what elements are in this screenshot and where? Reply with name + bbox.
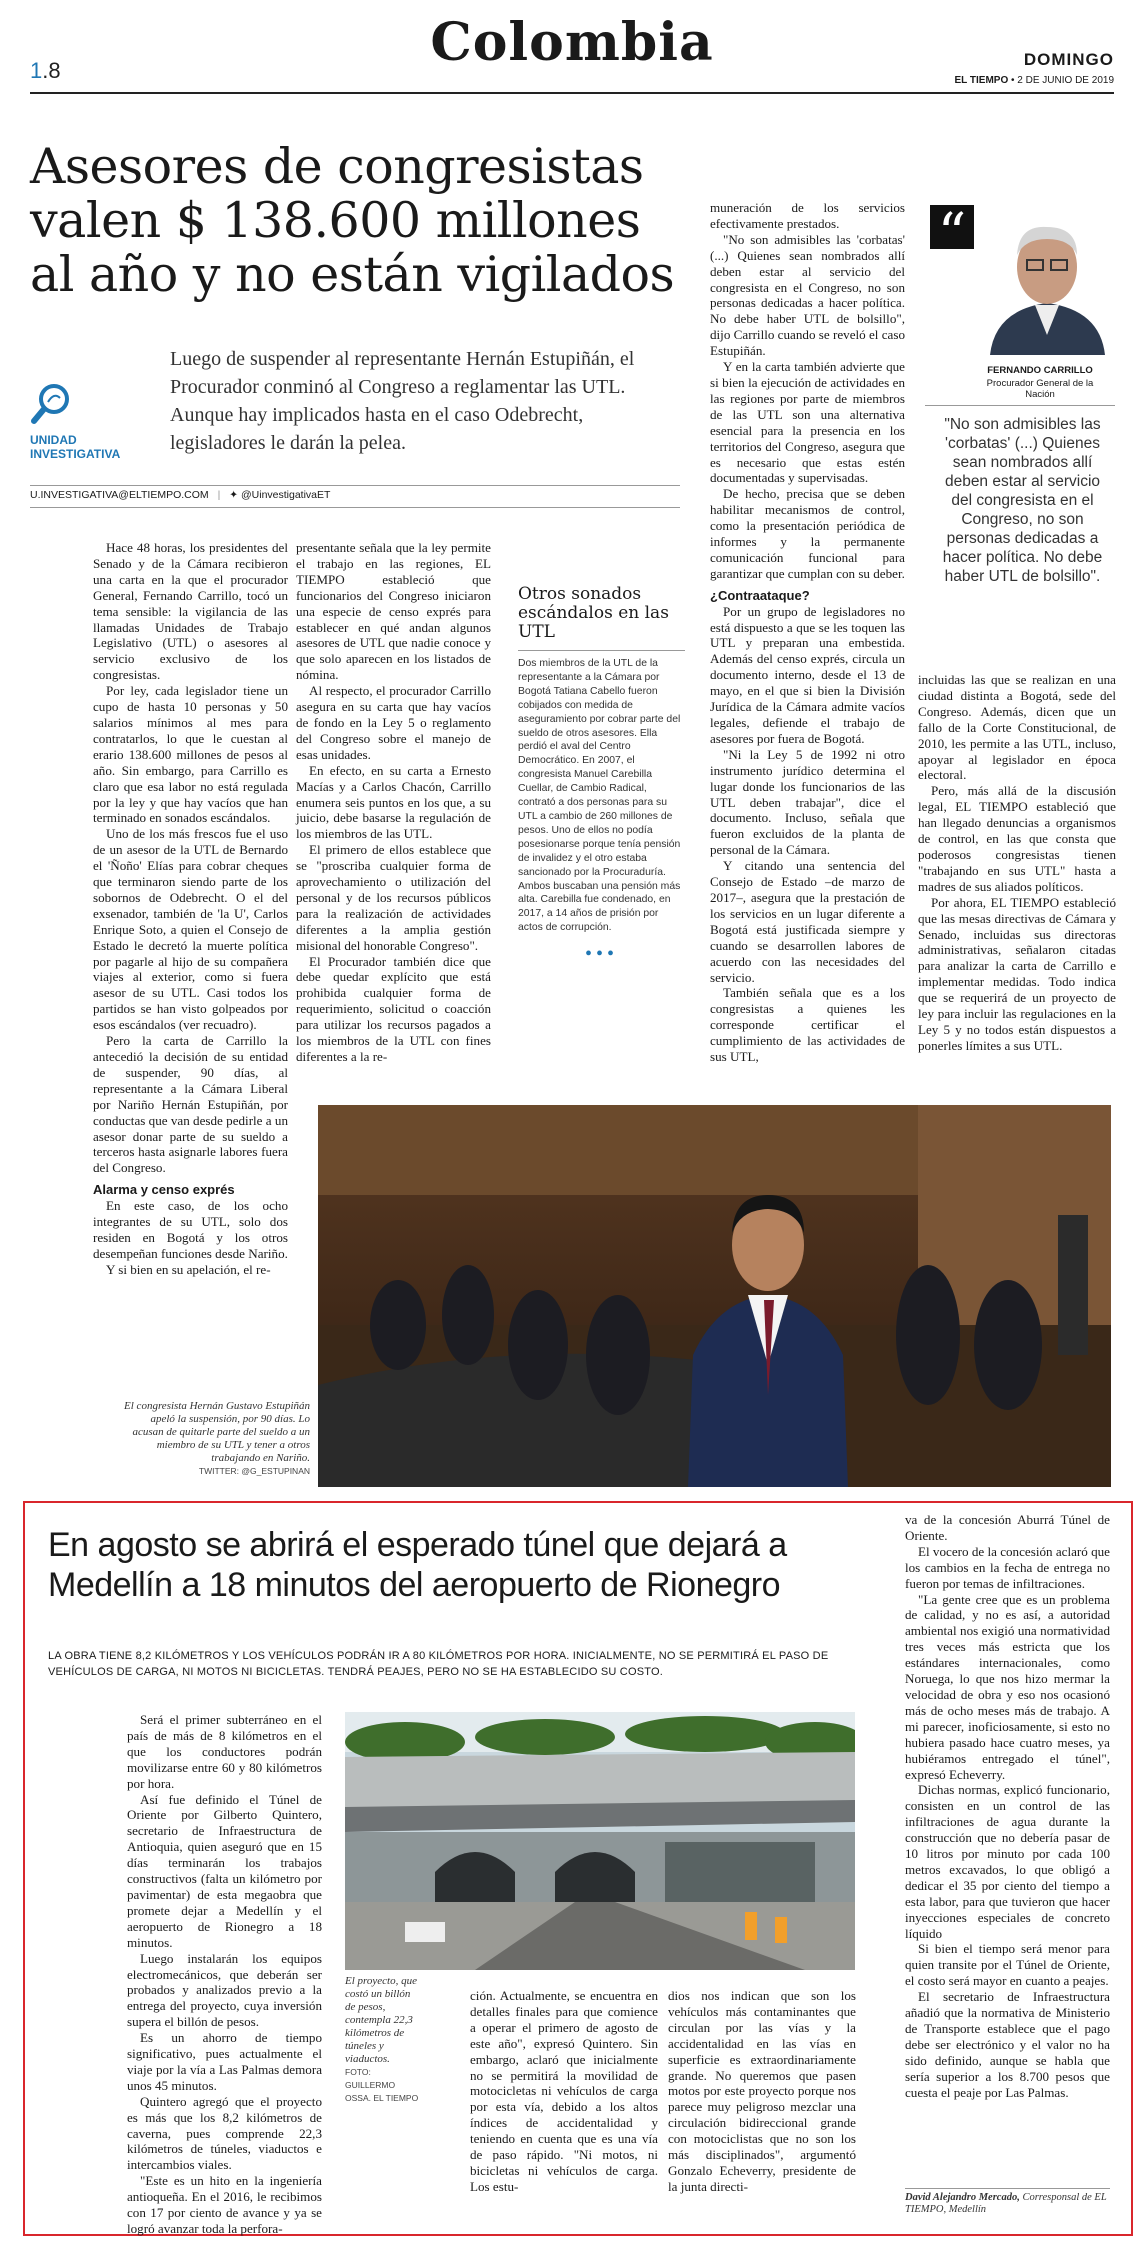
header-date-line: EL TIEMPO • 2 DE JUNIO DE 2019 [954, 75, 1114, 86]
paragraph: Hace 48 horas, los presidentes del Senado y de la Cámara recibieron una carta en la que el procurador General, Fernando Carrillo, tocó un tema sensible: la vigilancia de las llamadas Unidades de Trabajo Legislativo (UTL) o asesores al servicio exclusivo de los congresistas. [93, 540, 288, 683]
quote-role: Procurador General de la Nación [986, 378, 1094, 400]
paragraph: Es un ahorro de tiempo significativo, pues actualmente el viaje por la vía a Las Palmas demora unos 45 minutos. [127, 2030, 322, 2093]
byline-rule [905, 2188, 1110, 2189]
article2-headline: En agosto se abrirá el esperado túnel que dejará a Medellín a 18 minutos del aeropuerto de Rionegro [48, 1526, 787, 1604]
paragraph: "Este es un hito en la ingeniería antioqueña. En el 2016, le recibimos con 17 por ciento de avance y ya se logró avanzar toda la perfora- [127, 2173, 322, 2236]
congress-photo-caption: El congresista Hernán Gustavo Estupiñán apeló la suspensión, por 90 días. Lo acusan de quitarle parte del sueldo a un miembro de su UTL y tener a otros trabajando en Nariño. TWITTER: @G_ESTUPINAN [124, 1400, 310, 1476]
paragraph: va de la concesión Aburrá Túnel de Oriente. [905, 1512, 1110, 1543]
paragraph: "No son admisibles las 'corbatas' (...) Quienes sean nombrados allí deben estar al servicio del congresista en el Congreso, no son personas dedicadas a hacer política. No debe haber UTL de bolsillo", dijo Carrillo cuando se reveló el caso Estupiñán. [710, 231, 905, 359]
quote-rule [925, 405, 1115, 406]
paragraph: En este caso, de los ocho integrantes de su UTL, solo dos residen en Bogotá y los otros desempeñan funciones desde Nariño. [93, 1198, 288, 1261]
paragraph: Por ahora, EL TIEMPO estableció que las mesas directivas de Cámara y Senado, incluidas sus directoras administrativas, señalaron citadas para analizar la carta de Carrillo e implementar medidas. Todo indica que se requerirá de un proyecto de ley para incluir las regulaciones en la Ley 5 y no todos están dispuestos a ponerles límites a sus UTL. [918, 894, 1116, 1053]
paragraph: Así fue definido el Túnel de Oriente por Gilberto Quintero, secretario de Infraestructura de Antioquia, quien aseguró que en 15 días terminarán los trabajos constructivos (falta un kilómetro por pavimentar) de esta megaobra que promete dejar a Medellín y el aeropuerto de Rionegro a 18 minutos. [127, 1791, 322, 1950]
quote-name: FERNANDO CARRILLO [987, 365, 1093, 376]
paragraph: Luego instalarán los equipos electromecánicos, que deberán ser probados y analizados previo a la entrega del proyecto, cuya inversión supera el billón de pesos. [127, 1950, 322, 2030]
paragraph: muneración de los servicios efectivamente prestados. [710, 200, 905, 231]
unit-label: UNIDAD INVESTIGATIVA [30, 433, 121, 461]
paragraph: Si bien el tiempo será menor para quien transite por el Túnel de Oriente, el costo será mayor en cuanto a peajes. [905, 1941, 1110, 1989]
article1-rule [30, 507, 680, 508]
article2-lead: LA OBRA TIENE 8,2 KILÓMETROS Y LOS VEHÍCULOS PODRÁN IR A 80 KILÓMETROS POR HORA. INICIALMENTE, NO SE PERMITIRÁ EL PASO DE VEHÍCULOS DE CARGA, NI MOTOS NI BICICLETAS. TENDRÁ PEAJES, PERO NO SE HA ESTABLECIDO SU COSTO. [48, 1650, 829, 1678]
tunnel-photo [345, 1712, 855, 1970]
paragraph: Uno de los más frescos fue el uso de un asesor de la UTL de Bernardo el 'Ñoño' Elías para cobrar cheques que terminaron siendo parte de los sobornos de Odebrecht. O el del exsenador, también de 'la U', Carlos Enrique Soto, a quien el Consejo de Estado le decretó la muerte política por pagarle al hijo de su compañera viajes al exterior, como si fuera asesor de su UTL. Casi todos los partidos se han visto golpeados por esos escándalos (ver recuadro). [93, 826, 288, 1033]
paragraph: ción. Actualmente, se encuentra en detalles finales para que comience a operar el primero de agosto de este año", expresó Quintero. Sin embargo, aclaró que inicialmente no se permitirá la movilidad de motocicletas ni vehículos de carga por esta vía, debido a los altos índices de accidentalidad y teniendo en cuenta que es una vía de paso rápido. "Ni motos, ni bicicletas ni vehículos de carga. Los estu- [470, 1988, 658, 2194]
paragraph: Pero la carta de Carrillo la antecedió la decisión de su entidad de suspender, 90 días, al representante a la Cámara Liberal por Nariño Hernán Estupiñán, por conductas que van desde pedirle a un asesor donar parte de su sueldo a terceros hasta asignarle labores fuera del Congreso. [93, 1033, 288, 1176]
paragraph: El Procurador también dice que debe quedar explícito que está prohibida cualquier forma de requerimiento, solicitud o coacción para utilizar los recursos pagados a los miembros de la UTL con fines diferentes a la re- [296, 953, 491, 1064]
header-day: DOMINGO [1023, 50, 1114, 69]
subhead: Alarma y censo exprés [93, 1182, 235, 1198]
congress-photo [318, 1105, 1111, 1487]
paragraph: El vocero de la concesión aclaró que los cambios en la fecha de entrega no fueron por temas de infiltraciones. [905, 1543, 1110, 1591]
article2-column-3 [668, 1988, 856, 2195]
sidebar-rule [518, 650, 685, 651]
section-title: Colombia [430, 12, 714, 73]
paragraph: Y si bien en su apelación, el re- [106, 1261, 271, 1277]
header-rule [30, 92, 1114, 94]
paragraph: Será el primer subterráneo en el país de más de 8 kilómetros en el que los conductores podrán movilizarse entre 60 y 80 kilómetros por hora. [127, 1712, 322, 1791]
article2-column-1 [127, 1712, 322, 2237]
investigative-unit-logo [30, 380, 150, 461]
article1-column-5 [918, 672, 1116, 1054]
quote-mark-icon: “ [930, 205, 974, 249]
email-link[interactable]: U.INVESTIGATIVA@ELTIEMPO.COM [30, 489, 209, 501]
page-number: 1.8 [30, 58, 61, 83]
article2-column-4 [905, 1512, 1110, 2101]
sidebar-title: Otros sonados escándalos en las UTL [518, 584, 669, 642]
paragraph: Quintero agregó que el proyecto es más que los 8,2 kilómetros de caverna, pues comprende 22,3 kilómetros de túneles, viaductos e intercambios viales. [127, 2093, 322, 2173]
sidebar-text: Dos miembros de la UTL de la representante a la Cámara por Bogotá Tatiana Cabello fueron cobijados con medida de aseguramiento por cobrar parte del sueldo de otros asesores. Ella perdió el aval del Centro Democrático. En 2007, el congresista Manuel Carebilla Cuellar, de Cambio Radical, contrató a dos personas para su UTL a cambio de 260 millones de pesos. Uno de ellos no podía posesionarse porque tenía pensión de invalidez y el otro estaba sancionado por la Procuraduría. Ambos buscaban una pensión más alta. Carebilla fue condenado, en 2017, a 14 años de prisión por actos de corrupción. [518, 658, 681, 934]
page-header [0, 0, 1144, 96]
article1-column-4 [710, 200, 905, 1065]
paragraph: En efecto, en su carta a Ernesto Macías y a Carlos Chacón, Carrillo enumera seis puntos en los que, a su juicio, debe basarse la regulación de los miembros de las UTL. [296, 762, 491, 842]
paragraph: presentante señala que la ley permite el trabajo en las regiones, EL TIEMPO estableció que funcionarios del Congreso iniciaron una especie de censo exprés para establecer en qué andan algunos asesores de UTL que nadie conoce y que solo aparecen en los listados de nómina. [296, 540, 491, 683]
paragraph: "La gente cree que es un problema de calidad, y no es así, a autoridad ambiental nos exigió una normatividad tres veces más estricta que los estándares internacionales, como Noruega, lo que nos hizo mermar la velocidad de obra y eso nos ocasionó más de ocho meses más de trabajo. A mi parecer, inoficiosamente, si esto no hubiera pasado hace cuatro meses, ya hubiéramos entregado el túnel", expresó Echeverry. [905, 1591, 1110, 1782]
paragraph: Por un grupo de legisladores no está dispuesto a que se les toquen las UTL y preparan una embestida. Además del censo exprés, circula un documento interno, desde el 13 de mayo, en el que si bien la División Jurídica de la Cámara admite vacíos legales, defiende el trabajo de asesores por fuera de Bogotá. [710, 603, 905, 746]
paragraph: Por ley, cada legislador tiene un cupo de hasta 10 personas y 50 salarios mínimos al mes para contratarlos, lo que le cuestan al erario 138.600 millones de pesos al año. Sin embargo, para Carrillo es claro que esa labor no está regulada por la ley y que hay vacíos que han terminado en sonados escándalos. [93, 683, 288, 826]
twitter-icon: ✦ [229, 489, 239, 501]
subhead: ¿Contraataque? [710, 587, 810, 603]
article2-column-2 [470, 1988, 658, 2195]
paragraph: dios nos indican que son los vehículos más contaminantes que circulan por las vías y la accidentalidad en las vías en superficie es extraordinariamente grande. No queremos que pasen motos por este proyecto porque nos parece muy peligroso mezclar una circulación bidireccional grande con motociclistas que no son los más disciplinados", argumentó Gonzalo Echeverry, presidente de la junta directi- [668, 1988, 856, 2194]
sidebar-box [518, 585, 685, 966]
twitter-handle[interactable]: @UinvestigativaET [241, 489, 331, 501]
article1-contact: U.INVESTIGATIVA@ELTIEMPO.COM | ✦ @UinvestigativaET [30, 485, 680, 501]
article2-byline: David Alejandro Mercado, Corresponsal de EL TIEMPO, Medellín [905, 2192, 1107, 2215]
paragraph: Pero, más allá de la discusión legal, EL TIEMPO estableció que han llegado denuncias a organismos de control, en las que consta que poderosos congresistas tienen "trabajando en sus UTL" hasta a madres de sus aliados políticos. [918, 783, 1116, 894]
paragraph: Al respecto, el procurador Carrillo asegura en su carta que hay vacíos de fondo en la Ley 5 o reglamento del Congreso sobre el manejo de esas unidades. [296, 683, 491, 762]
paragraph: De hecho, precisa que se deben habilitar mecanismos de control, como la presentación periódica de informes y la permanente comunicación funcional para garantizar que cumplan con su deber. [710, 486, 905, 581]
carrillo-portrait [985, 205, 1110, 355]
photo-credit: TWITTER: @G_ESTUPINAN [198, 1466, 310, 1476]
paragraph: Y citando una sentencia del Consejo de Estado –de marzo de 2017–, asegura que la prestación de los servicios en un lugar diferente a Bogotá está justificada siempre y cuando se desarrollen labores de acuerdo con las necesidades del servicio. [710, 858, 905, 985]
quote-text: "No son admisibles las 'corbatas' (...) Quienes sean nombrados allí deben estar al servicio del congresista en el Congreso, no son personas dedicadas a hacer política. No debe haber UTL de bolsillo". [942, 416, 1103, 585]
paragraph: incluidas las que se realizan en una ciudad distinta a Bogotá, sede del Congreso. Además, dicen que un fallo de la Corte Constitucional, de 2010, les permite a las UTL, incluso, apoyar al legislador en época electoral. [918, 672, 1116, 783]
paragraph: El secretario de Infraestructura añadió que la normativa de Ministerio de Transporte establece que el pago debe ser electrónico y el valor no ha sido definido, aunque se habla que sería superior a los 8.700 pesos que cuesta el peaje por Las Palmas. [905, 1989, 1110, 2100]
paragraph: "Ni la Ley 5 de 1992 ni otro instrumento jurídico determina el lugar donde los funcionarios de las UTL deben trabajar", dice el documento. Incluso, señala que fueron excluidos de la planta de personal de la Cámara. [710, 746, 905, 858]
article1-lead: Luego de suspender al representante Hernán Estupiñán, el Procurador conminó al Congreso a reglamentar las UTL. Aunque hay implicados hasta en el caso Odebrecht, legisladores le darán la pelea. [170, 348, 635, 454]
magnifier-icon [30, 380, 76, 426]
more-dots-icon: ••• [584, 943, 618, 966]
paragraph: Y en la carta también advierte que si bien la ejecución de actividades en las regiones por parte de miembros de las UTL son una alternativa esencial para la presencia en los territorios del Congreso, asegura que es necesario que estas estén documentadas y supervisadas. [710, 359, 905, 486]
article1-column-2 [296, 540, 491, 1065]
paragraph: Dichas normas, explicó funcionario, consisten en un control de las infiltraciones de agua durante la construcción que no debería pasar de 10 litros por minuto por cada 100 metros excavados, lo que obligó a dedicar el 35 por ciento del tiempo a esta labor, para que tuvieron que hacer inyecciones especiales de concreto líquido [905, 1782, 1110, 1941]
paragraph: El primero de ellos establece que se "proscriba cualquier forma de aprovechamiento o utilización del personal y de los recursos públicos para la realización de actividades diferentes a la amplia gestión misional del honorable Congreso". [296, 842, 491, 953]
tunnel-photo-caption: El proyecto, que costó un billón de pesos, contempla 22,3 kilómetros de túneles y viaductos. FOTO: GUILLERMO OSSA. EL TIEMPO [345, 1975, 419, 2103]
article1-headline: Asesores de congresistas valen $ 138.600 millones al año y no están vigilados [30, 138, 675, 303]
photo-credit: FOTO: GUILLERMO OSSA. EL TIEMPO [345, 2067, 419, 2103]
article1-column-1 [93, 540, 288, 1278]
paragraph: También señala que es a los congresistas a quienes les corresponde certificar el cumplimiento de las actividades de sus UTL, [710, 985, 905, 1065]
